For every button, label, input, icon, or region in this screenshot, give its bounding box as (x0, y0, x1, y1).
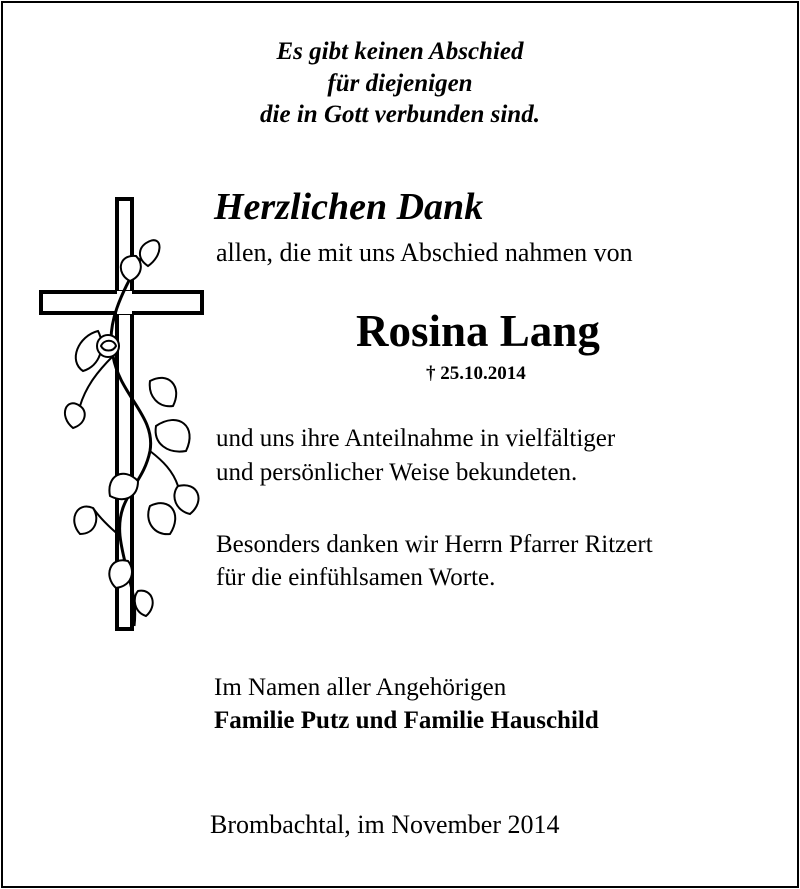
signature-families: Familie Putz und Familie Hauschild (214, 707, 599, 734)
motto-line-2: für diejenigen (327, 70, 473, 97)
motto-line-1: Es gibt keinen Abschied (276, 38, 524, 65)
special-thanks-line-2: für die einfühlsamen Worte. (216, 564, 496, 591)
intro-text: allen, die mit uns Abschied nahmen von (216, 238, 633, 267)
cross-with-rose-vine-icon (38, 196, 213, 636)
motto-line-3: die in Gott verbunden sind. (260, 101, 540, 128)
death-date: † 25.10.2014 (426, 363, 526, 384)
heading: Herzlichen Dank (214, 186, 484, 228)
deceased-name: Rosina Lang (356, 306, 600, 356)
thanks-line-2: und persönlicher Weise bekundeten. (216, 459, 578, 486)
thanks-line-1: und uns ihre Anteilnahme in vielfältiger (216, 425, 616, 452)
place-date: Brombachtal, im November 2014 (210, 810, 560, 839)
special-thanks-line-1: Besonders danken wir Herrn Pfarrer Ritzert (216, 531, 653, 558)
signature-line-1: Im Namen aller Angehörigen (214, 674, 507, 701)
